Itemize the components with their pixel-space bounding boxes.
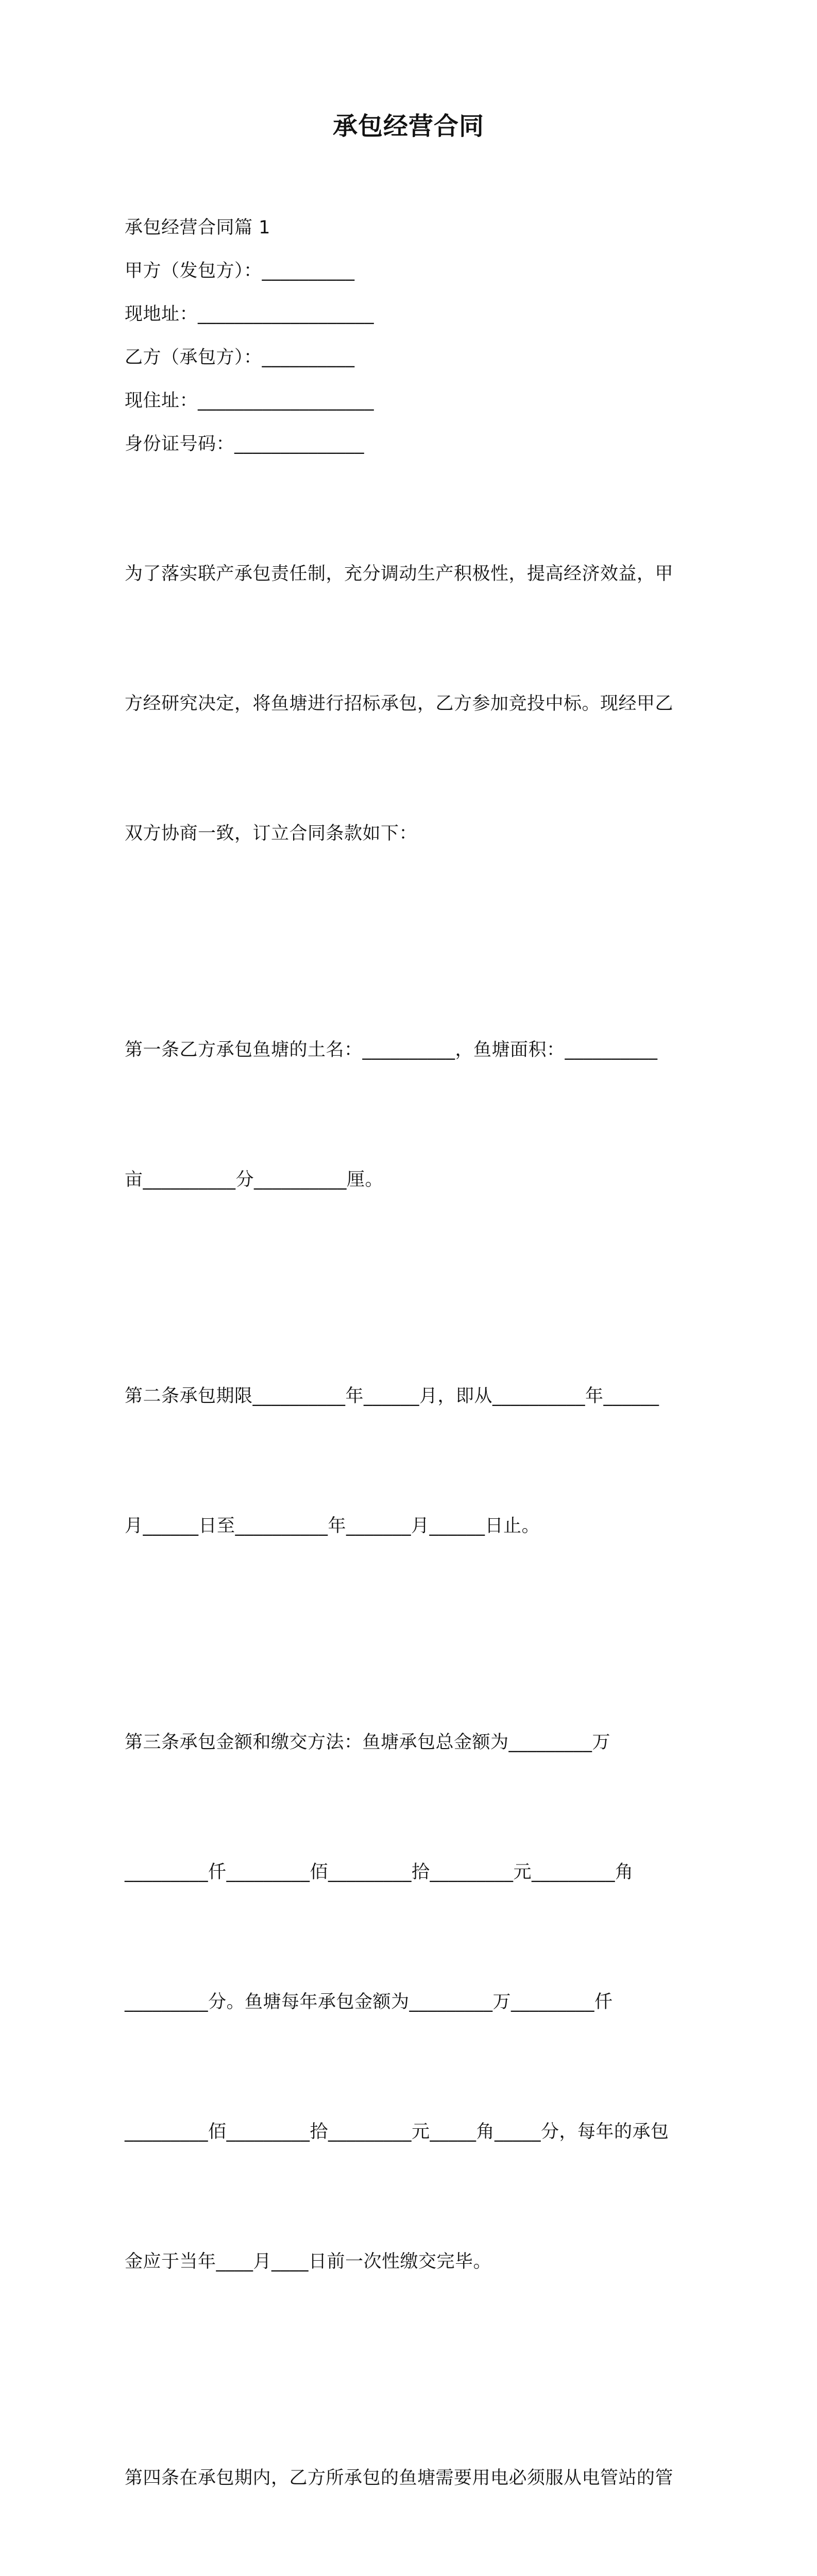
- document-body: [125, 206, 702, 2576]
- article-1-line: 亩__________分__________厘。: [125, 1170, 384, 1190]
- article-3-line: 金应于当年____月____日前一次性缴交完毕。: [125, 2251, 492, 2272]
- party-b-address-field: 现住址：___________________: [125, 391, 375, 411]
- section-title: 承包经营合同篇 1: [125, 217, 270, 238]
- article-4: [125, 2370, 702, 2576]
- preamble-line: 为了落实联产承包责任制，充分调动生产积极性，提高经济效益，甲: [125, 564, 674, 584]
- article-2-line: 第二条承包期限__________年______月，即从__________年______: [125, 1386, 659, 1406]
- document-title: 承包经营合同: [332, 112, 484, 141]
- article-1: [125, 942, 702, 1288]
- preamble-line: 双方协商一致，订立合同条款如下：: [125, 823, 418, 844]
- article-3-line: _________分。鱼塘每年承包金额为_________万_________仟: [125, 1992, 613, 2012]
- preamble-line: 方经研究决定，将鱼塘进行招标承包，乙方参加竞投中标。现经甲乙: [125, 693, 674, 714]
- party-a-address-field: 现地址：___________________: [125, 304, 375, 325]
- preamble-paragraph: [125, 466, 702, 942]
- article-2: [125, 1288, 702, 1634]
- article-3-line: _________佰_________拾_________元_____角_____分，每年的承包: [125, 2122, 669, 2142]
- article-3-line: _________仟_________佰_________拾_________元_________角: [125, 1862, 634, 1883]
- article-4-line: 第四条在承包期内，乙方所承包的鱼塘需要用电必须服从电管站的管: [125, 2468, 674, 2488]
- article-3: [125, 1634, 702, 2370]
- party-b-field: 乙方（承包方）：__________: [125, 347, 355, 368]
- article-1-line: 第一条乙方承包鱼塘的土名：__________，鱼塘面积：__________: [125, 1040, 658, 1060]
- id-number-field: 身份证号码：______________: [125, 434, 365, 454]
- article-2-line: 月______日至__________年_______月______日止。: [125, 1516, 540, 1536]
- party-a-field: 甲方（发包方）：__________: [125, 261, 355, 281]
- article-3-line: 第三条承包金额和缴交方法：鱼塘承包总金额为_________万: [125, 1732, 611, 1753]
